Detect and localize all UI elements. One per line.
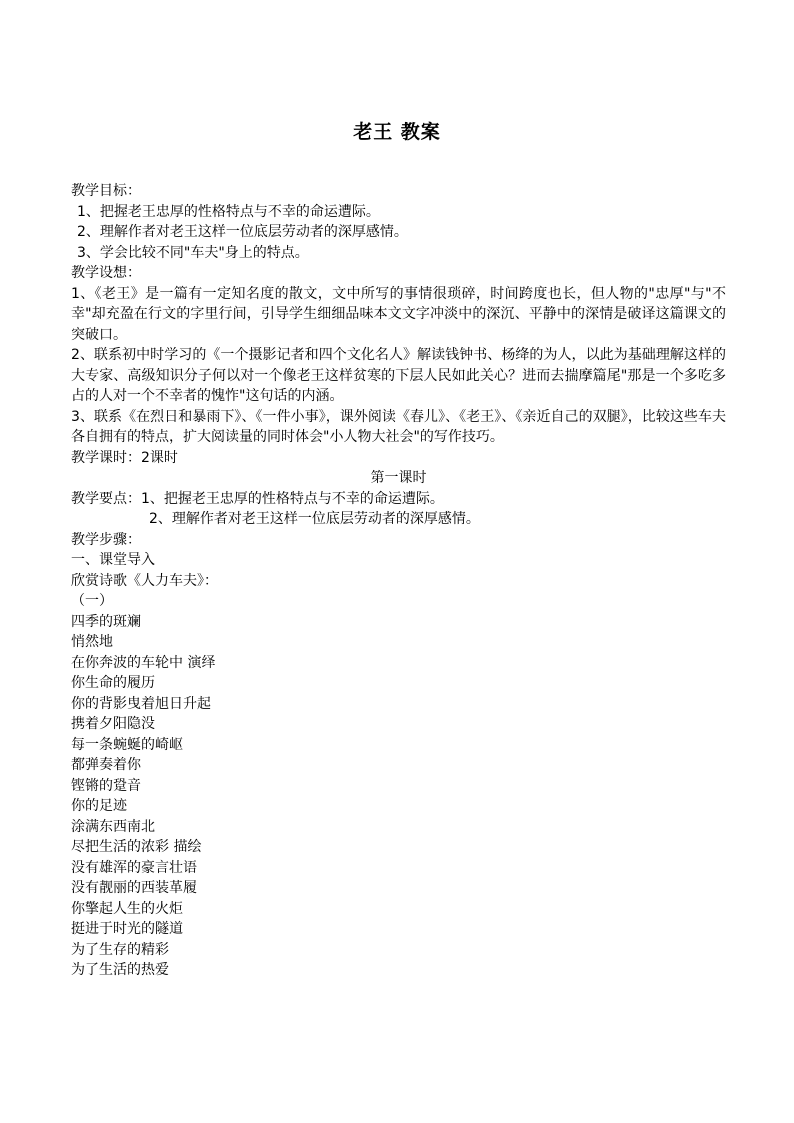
poem-line: 你生命的履历 bbox=[71, 675, 155, 691]
document-body bbox=[71, 181, 726, 981]
poem-line: 铿锵的跫音 bbox=[71, 777, 141, 794]
steps-heading: 教学步骤： bbox=[71, 531, 141, 548]
document-title: 老王 教案 bbox=[353, 121, 441, 143]
design-heading: 教学设想： bbox=[71, 265, 141, 281]
poem-line: 你擎起人生的火炬 bbox=[71, 900, 183, 917]
poem-line: 涂满东西南北 bbox=[71, 818, 155, 835]
poem-part-label: （一） bbox=[71, 593, 113, 609]
poem-line: 没有靓丽的西装革履 bbox=[71, 880, 197, 896]
poem-line: 你的背影曳着旭日升起 bbox=[71, 695, 211, 712]
step-heading: 一、课堂导入 bbox=[71, 552, 155, 568]
objectives-heading: 教学目标： bbox=[71, 183, 141, 199]
objective-item: 2、理解作者对老王这样一位底层劳动者的深厚感情。 bbox=[77, 224, 408, 240]
teaching-hours: 教学课时：2课时 bbox=[71, 449, 178, 466]
poem-line: 你的足迹 bbox=[71, 798, 127, 814]
design-paragraph: 1、《老王》是一篇有一定知名度的散文，文中所写的事情很琐碎，时间跨度也长，但人物的"忠厚"与"不幸"却充盈在行文的字里行间，引导学生细细品味本文文字冲淡中的深沉、平静中的深情是破译这篇课文的突破口。 bbox=[71, 285, 726, 343]
teaching-points-line: 教学要点：1、把握老王忠厚的性格特点与不幸的命运遭际。 bbox=[71, 490, 444, 507]
poem-line: 四季的斑斓 bbox=[71, 613, 141, 630]
poem-line: 尽把生活的浓彩 描绘 bbox=[71, 839, 202, 855]
poem-line: 携着夕阳隐没 bbox=[71, 716, 155, 732]
poem-line: 悄然地 bbox=[71, 634, 113, 650]
objective-item: 1、把握老王忠厚的性格特点与不幸的命运遭际。 bbox=[77, 203, 380, 220]
poem-line: 挺进于时光的隧道 bbox=[71, 921, 183, 937]
poem-intro: 欣赏诗歌《人力车夫》： bbox=[71, 572, 218, 589]
poem-line: 为了生存的精彩 bbox=[71, 941, 169, 958]
poem bbox=[71, 612, 726, 981]
poem-line: 都弹奏着你 bbox=[71, 757, 141, 773]
design-paragraph: 2、联系初中时学习的《一个摄影记者和四个文化名人》解读钱钟书、杨绛的为人，以此为基础理解这样的大专家、高级知识分子何以对一个像老王这样贫寒的下层人民如此关心？进而去揣摩篇尾"那是一个多吃多占的人对一个不幸者的愧怍"这句话的内涵。 bbox=[71, 347, 726, 404]
poem-line: 没有雄浑的豪言壮语 bbox=[71, 859, 197, 876]
poem-line: 为了生活的热爱 bbox=[71, 962, 169, 978]
objective-item: 3、学会比较不同"车夫"身上的特点。 bbox=[77, 244, 309, 261]
poem-line: 每一条蜿蜒的崎岖 bbox=[71, 736, 183, 753]
teaching-points-line: 2、理解作者对老王这样一位底层劳动者的深厚感情。 bbox=[149, 511, 480, 527]
lesson-heading: 第一课时 bbox=[370, 470, 427, 486]
design-paragraph: 3、联系《在烈日和暴雨下》、《一件小事》，课外阅读《春儿》、《老王》、《亲近自己的双腿》，比较这些车夫各自拥有的特点，扩大阅读量的同时体会"小人物大社会"的写作技巧。 bbox=[71, 408, 726, 445]
poem-line: 在你奔波的车轮中 演绎 bbox=[71, 654, 216, 671]
